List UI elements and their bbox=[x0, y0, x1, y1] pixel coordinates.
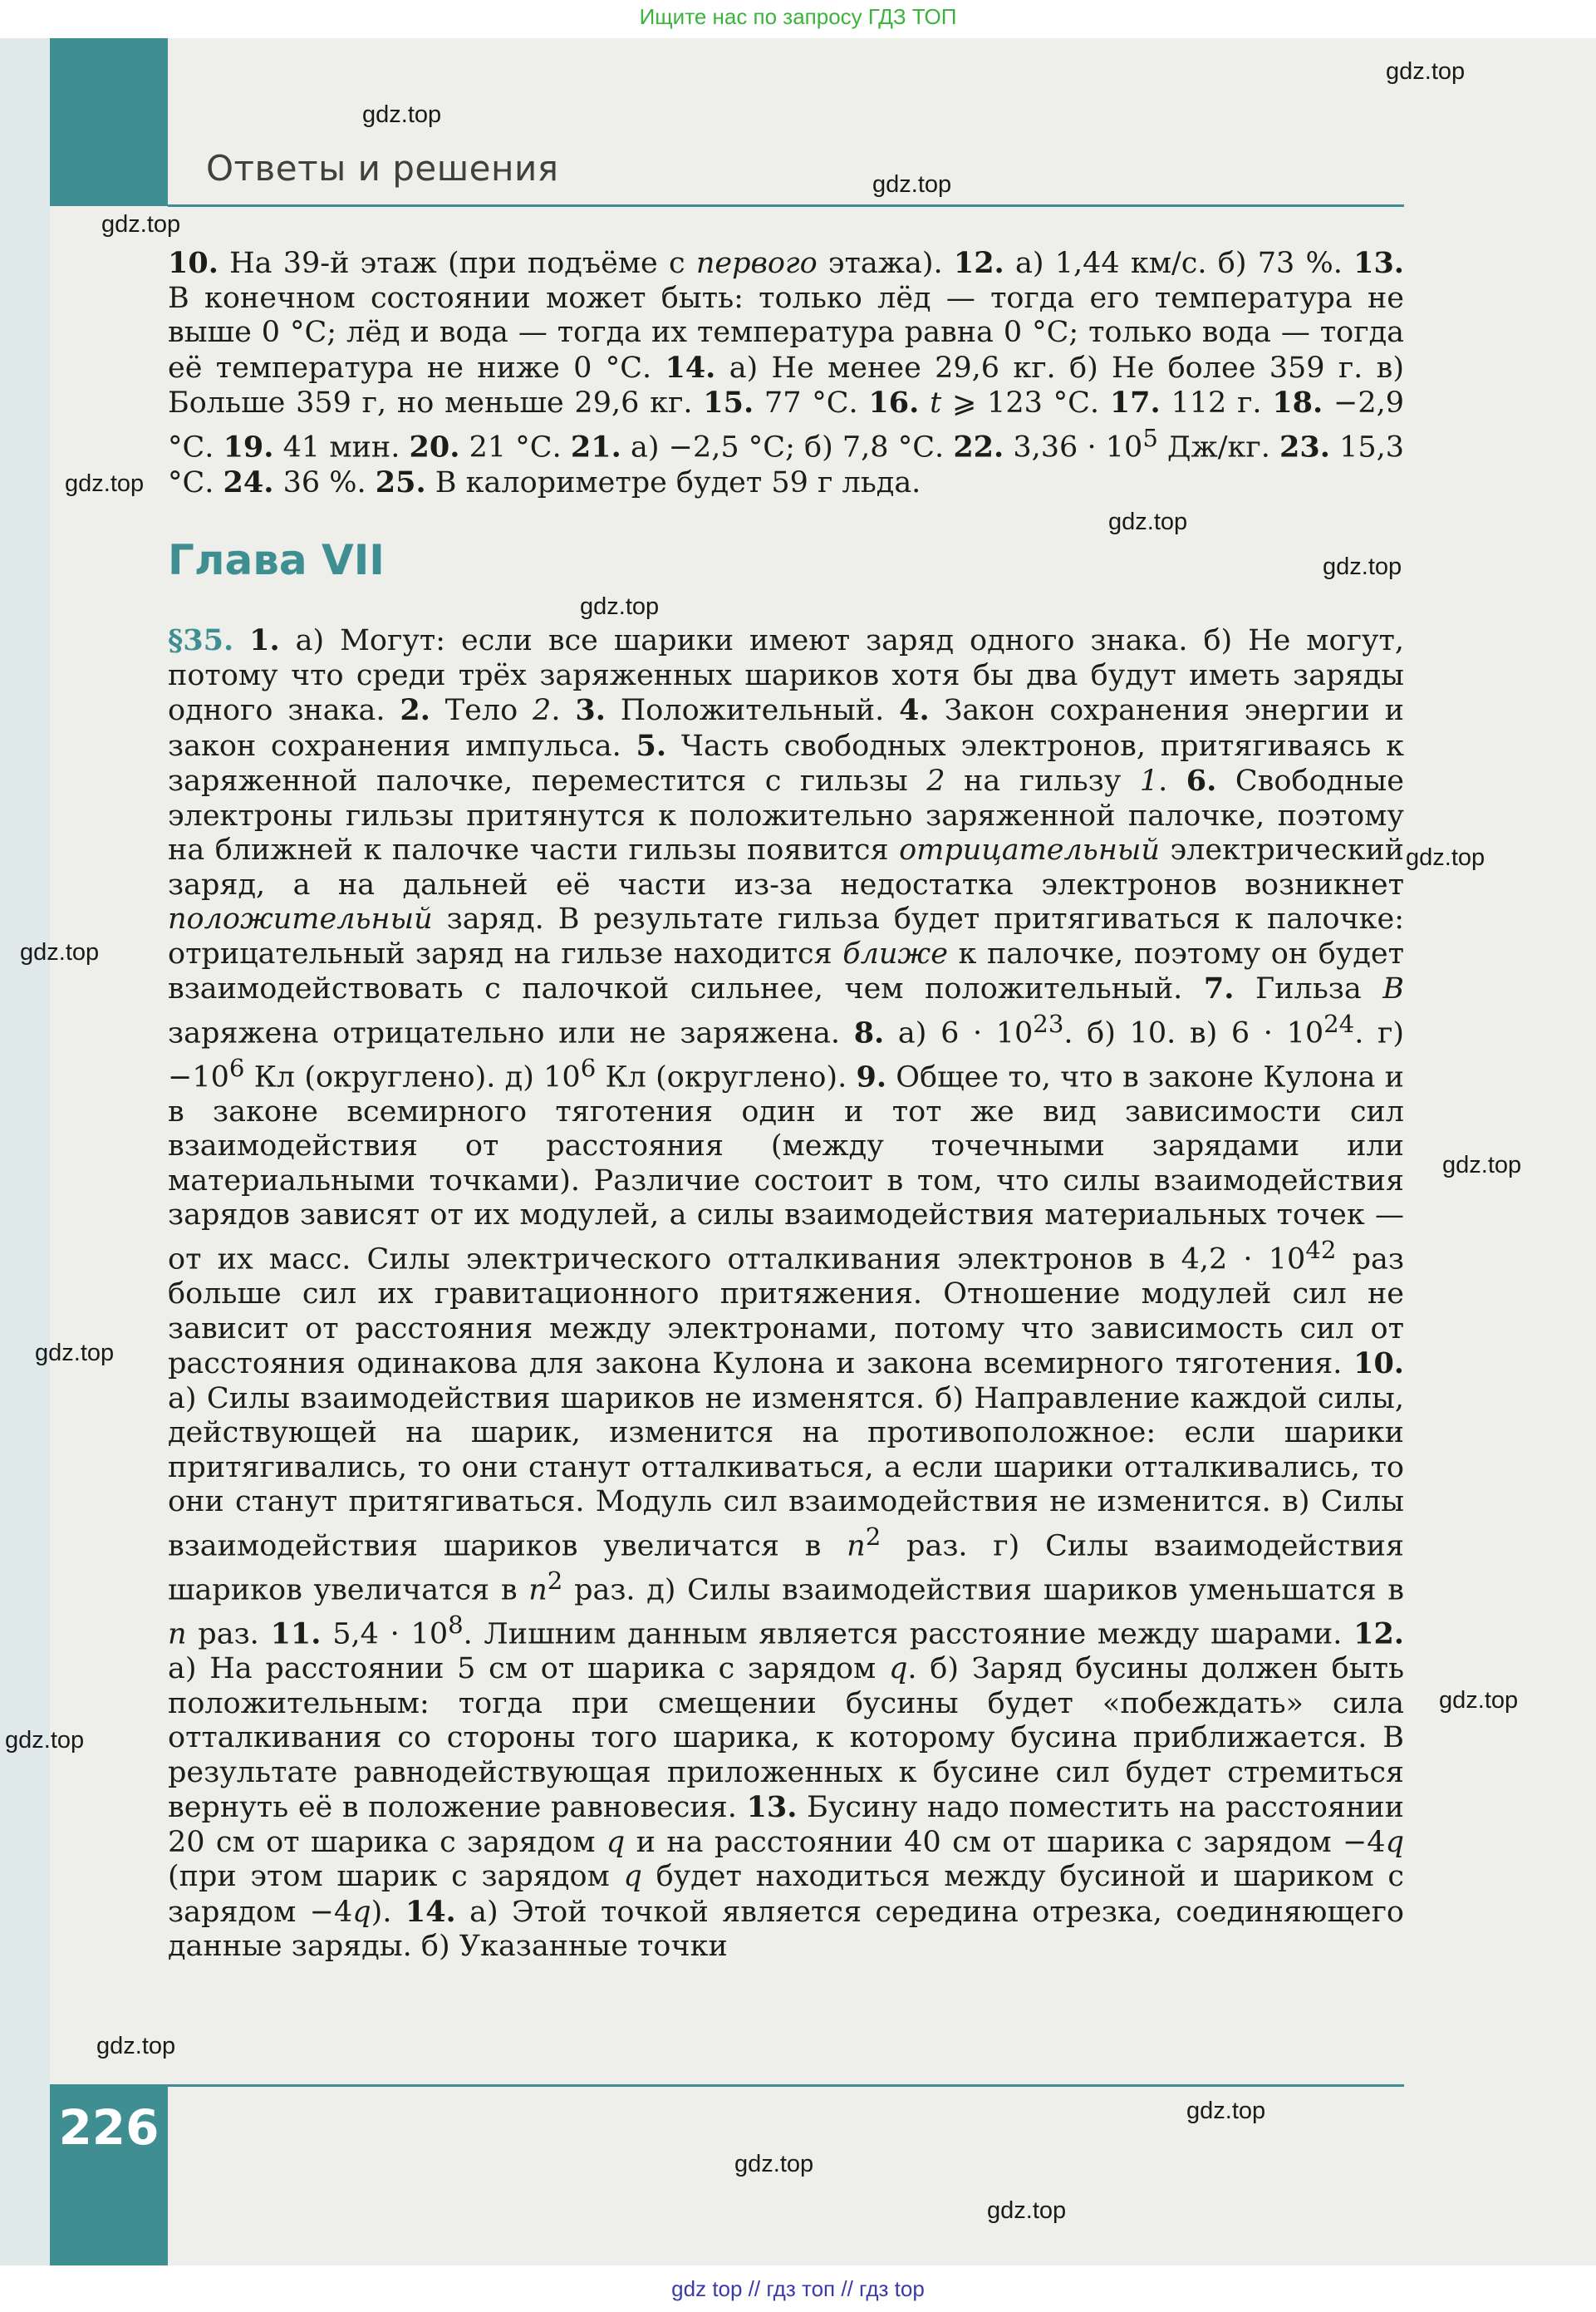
answers-content bbox=[168, 246, 1404, 1965]
watermark: gdz.top bbox=[101, 211, 181, 238]
watermark: gdz.top bbox=[1439, 1687, 1519, 1714]
watermark: gdz.top bbox=[1323, 553, 1402, 580]
footer-divider bbox=[168, 2084, 1404, 2087]
watermark: gdz.top bbox=[872, 171, 952, 198]
answers-section-35: §35. 1. а) Могут: если все шарики имеют заряд одного знака. б) Не могут, потому что среди трёх заряженных шариков хотя бы два будут иметь заряды одного знака. 2. Тело 2. 3. Положительный. 4. Закон сохранения энергии и закон сохранения импульса. 5. Часть свободных электронов, притягиваясь к заряженной палочке, переместится с гильзы 2 на гильзу 1. 6. Свободные электроны гильзы притянутся к положительно заряженной палочке, поэтому на ближней к палочке части гильзы появится отрицательный электрический заряд, а на дальней её части из-за недостатка электронов возникнет положительный заряд. В результате гильза будет притягиваться к палочке: отрицательный заряд на гильзе находится ближе к палочке, поэтому он будет взаимодействовать с палочкой сильнее, чем положительный. 7. Гильза B заряжена отрицательно или не заряжена. 8. а) $6 \cdot 10^{23}$. б) 10. в) $6 \cdot 10^{24}$. $г) -10^6$ Кл (округлено). д) $10^6$ Кл (округлено). 9. Общее то, что в законе Кулона и в законе всемирного тяготения один и тот же вид зависимости сил взаимодействия от расстояния (между точечными зарядами или материальными точками). Различие состоит в том, что силы взаимодействия зарядов зависят от их модулей, а силы взаимодействия материальных точек — от их масс. Силы электрического отталкивания электронов в $4,2 \cdot 10^{42}$ раз больше сил их гравитационного притяжения. Отношение модулей сил не зависит от расстояния между электронами, потому что зависимость сил от расстояния одинакова для закона Кулона и закона всемирного тяготения. 10. а) Силы взаимодействия шариков не изменятся. б) Направление каждой силы, действующей на шарик, изменится на противоположное: если шарики притягивались, то они станут отталкиваться, а если шарики отталкивались, то они станут притягиваться. Модуль сил взаимодействия не изменится. в) Силы взаимодействия шариков увеличатся в $n^2$ раз. г) Силы взаимодействия шариков увеличатся в $n^2$ раз. д) Силы взаимодействия шариков уменьшатся в n раз. 11. $5,4 \cdot 10^8$. Лишним данным является расстояние между шарами. 12. а) На расстоянии 5 см от шарика с зарядом q. б) Заряд бусины должен быть положительным: тогда при смещении бусины будет «побеждать» сила отталкивания со стороны того шарика, к которому бусина приближается. В результате равнодействующая приложенных к бусине сил будет стремиться вернуть её в положение равновесия. 13. Бусину надо поместить на расстоянии 20 см от шарика с зарядом q и на расстоянии 40 см от шарика с зарядом −4q (при этом шарик с зарядом q будет находиться между бусиной и шариком с зарядом −4q). 14. а) Этой точкой является середина отрезка, соединяющего данные заряды. б) Указанные точки bbox=[168, 623, 1405, 1964]
watermark: gdz.top bbox=[35, 1340, 115, 1366]
section-label: §35. bbox=[168, 623, 234, 658]
watermark: gdz.top bbox=[734, 2151, 814, 2177]
watermark: gdz.top bbox=[5, 1727, 85, 1754]
chapter-heading: Глава VII bbox=[168, 536, 385, 585]
margin-strip bbox=[0, 38, 50, 2265]
top-banner[interactable]: Ищите нас по запросу ГДЗ ТОП bbox=[0, 0, 1596, 38]
watermark: gdz.top bbox=[1186, 2098, 1266, 2124]
watermark: gdz.top bbox=[96, 2033, 176, 2059]
watermark: gdz.top bbox=[1406, 844, 1486, 871]
header-color-block bbox=[50, 38, 168, 206]
answers-ch6-end: 10. На 39-й этаж (при подъёме с первого этажа). 12. а) 1,44 км/с. б) 73 %. 13. В конечном состоянии может быть: только лёд — тогда его температура не выше 0 °С; лёд и вода — тогда их температура равна 0 °С; только вода — тогда её температура не ниже 0 °С. 14. а) Не менее 29,6 кг. б) Не более 359 г. в) Больше 359 г, но меньше 29,6 кг. 15. 77 °С. 16. t ⩾ 123 °С. 17. 112 г. 18. −2,9 °С. 19. 41 мин. 20. 21 °С. 21. а) −2,5 °С; б) 7,8 °С. 22. $3,36 \cdot 10^5$ Дж/кг. 23. 15,3 °С. 24. 36 %. 25. В калориметре будет 59 г льда. bbox=[168, 246, 1405, 499]
watermark: gdz.top bbox=[987, 2197, 1067, 2224]
bottom-banner[interactable]: gdz top // гдз топ // гдз top bbox=[0, 2265, 1596, 2312]
watermark: gdz.top bbox=[20, 939, 100, 966]
header-divider bbox=[168, 204, 1404, 207]
page-title: Ответы и решения bbox=[206, 148, 559, 189]
watermark: gdz.top bbox=[362, 101, 442, 128]
watermark: gdz.top bbox=[1442, 1152, 1522, 1178]
watermark: gdz.top bbox=[1108, 509, 1188, 535]
watermark: gdz.top bbox=[1386, 58, 1466, 85]
page-number: 226 bbox=[58, 2099, 160, 2156]
watermark: gdz.top bbox=[580, 593, 660, 620]
watermark: gdz.top bbox=[65, 470, 145, 497]
